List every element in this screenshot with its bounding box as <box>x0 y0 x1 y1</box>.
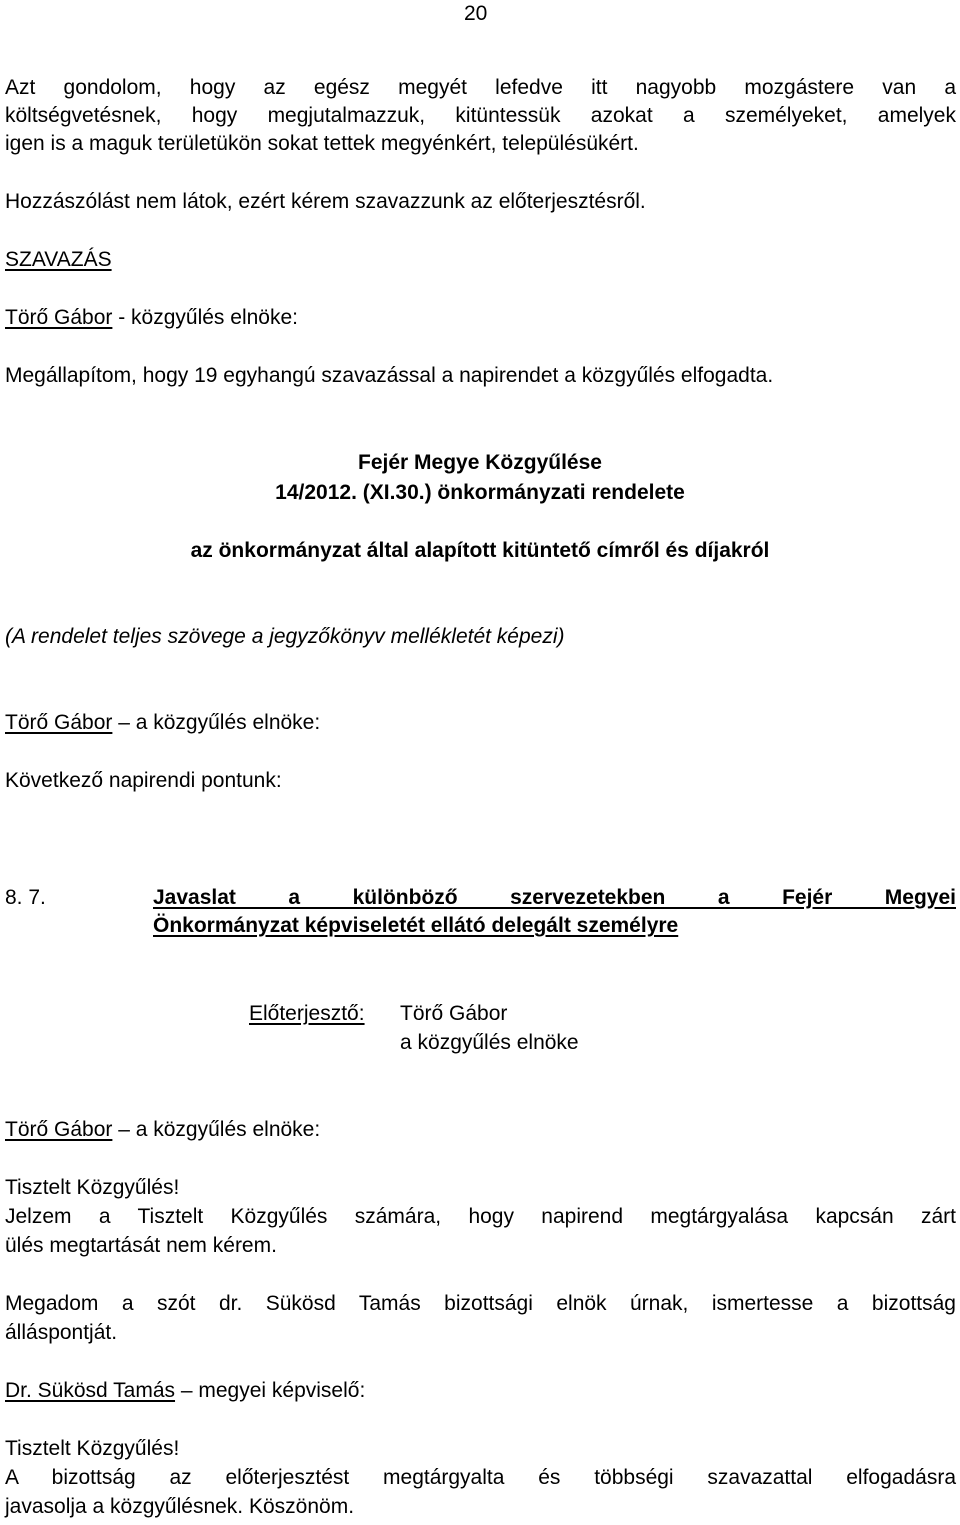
presenter-label: Előterjesztő: <box>249 1002 365 1025</box>
speaker-role: – a közgyűlés elnöke: <box>112 1118 321 1141</box>
paragraph-1-line-2: költségvetésnek, hogy megjutalmazzuk, kitüntessük azokat a személyeket, amelyek <box>5 104 956 127</box>
speaker-line-2 <box>5 709 320 737</box>
paragraph-1-line-3: igen is a maguk területükön sokat tettek megyénkért, településükért. <box>5 132 639 155</box>
agenda-title-line-1: Javaslat a különböző szervezetekben a Fejér Megyei <box>153 886 956 909</box>
speaker-role: – a közgyűlés elnöke: <box>112 711 321 734</box>
speaker-line-1 <box>5 304 298 332</box>
paragraph-4-line-2: ülés megtartását nem kérem. <box>5 1234 277 1257</box>
speaker-name: Törő Gábor <box>5 711 113 734</box>
decree-note: (A rendelet teljes szövege a jegyzőkönyv mellékletét képezi) <box>5 625 565 648</box>
paragraph-2: Hozzászólást nem látok, ezért kérem szavazzunk az előterjesztésről. <box>5 190 646 213</box>
greeting-1: Tisztelt Közgyűlés! <box>5 1176 180 1199</box>
speaker-line-4 <box>5 1377 365 1405</box>
paragraph-5-line-1: Megadom a szót dr. Sükösd Tamás bizottsági elnök úrnak, ismertesse a bizottság <box>5 1292 956 1315</box>
decree-title-2: 14/2012. (XI.30.) önkormányzati rendelete <box>275 481 685 504</box>
paragraph-6-line-1: A bizottság az előterjesztést megtárgyalta és többségi szavazattal elfogadásra <box>5 1466 956 1489</box>
page-number: 20 <box>464 2 488 25</box>
presenter-role: a közgyűlés elnöke <box>400 1031 579 1054</box>
greeting-2: Tisztelt Közgyűlés! <box>5 1437 180 1460</box>
speaker-line-3 <box>5 1116 320 1144</box>
agenda-number: 8. 7. <box>5 886 46 909</box>
decree-title-1: Fejér Megye Közgyűlése <box>358 451 602 474</box>
vote-heading: SZAVAZÁS <box>5 248 112 271</box>
paragraph-1-line-1: Azt gondolom, hogy az egész megyét lefedve itt nagyobb mozgástere van a <box>5 76 956 99</box>
speaker-role: – megyei képviselő: <box>175 1379 366 1402</box>
decree-title-3: az önkormányzat által alapított kitüntető címről és díjakról <box>190 539 770 562</box>
speaker-name: Dr. Sükösd Tamás <box>5 1379 176 1402</box>
speaker-name: Törő Gábor <box>5 1118 113 1141</box>
paragraph-4-line-1: Jelzem a Tisztelt Közgyűlés számára, hogy napirend megtárgyalása kapcsán zárt <box>5 1205 956 1228</box>
agenda-title-line-2: Önkormányzat képviseletét ellátó delegált személyre <box>153 914 679 937</box>
speaker-name: Törő Gábor <box>5 306 113 329</box>
paragraph-3: Megállapítom, hogy 19 egyhangú szavazással a napirendet a közgyűlés elfogadta. <box>5 364 774 387</box>
paragraph-6-line-2: javasolja a közgyűlésnek. Köszönöm. <box>5 1495 355 1518</box>
presenter-name: Törő Gábor <box>400 1002 508 1025</box>
paragraph-5-line-2: álláspontját. <box>5 1321 118 1344</box>
speaker-role: - közgyűlés elnöke: <box>112 306 298 329</box>
next-agenda-item: Következő napirendi pontunk: <box>5 769 282 792</box>
